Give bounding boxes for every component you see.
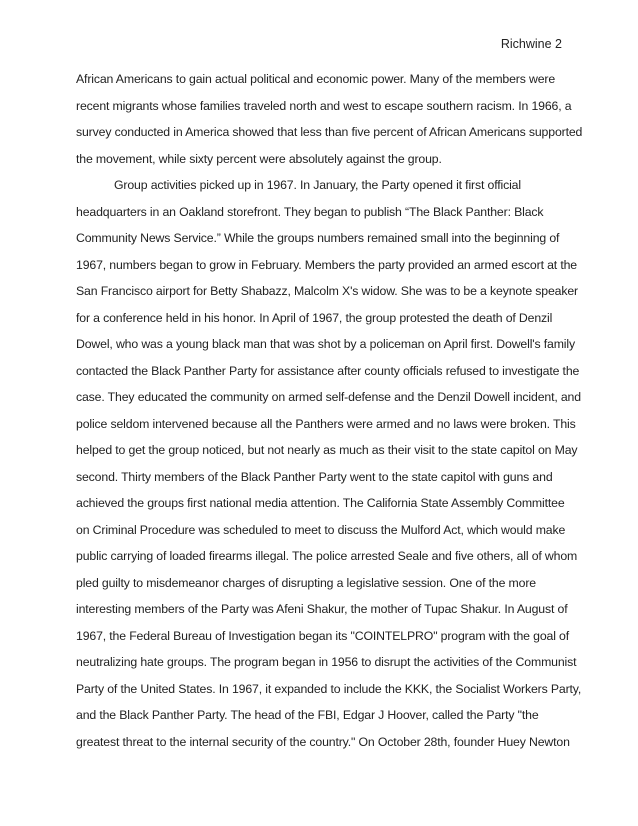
text-line: African Americans to gain actual political and economic power. Many of the members were [76, 72, 556, 86]
paragraph-start-line: Group activities picked up in 1967. In January, the Party opened it first official [114, 178, 521, 192]
text-line: greatest threat to the internal security of the country." On October 28th, founder Huey Newton [76, 734, 570, 749]
text-line: neutralizing hate groups. The program began in 1956 to disrupt the activities of the Communist [76, 655, 577, 669]
text-line: on Criminal Procedure was scheduled to meet to discuss the Mulford Act, which would make [76, 522, 566, 537]
text-line: recent migrants whose families traveled north and west to escape southern racism. In 1966, a [76, 98, 572, 113]
body-text [76, 66, 583, 755]
text-line: interesting members of the Party was Afeni Shakur, the mother of Tupac Shakur. In August of [76, 602, 568, 616]
text-line: police seldom intervened because all the Panthers were armed and no laws were broken. This [76, 416, 576, 431]
text-line: case. They educated the community on armed self-defense and the Denzil Dowell incident, and [76, 390, 581, 404]
text-line: survey conducted in America showed that less than five percent of African Americans supported [76, 125, 583, 139]
text-line: 1967, numbers began to grow in February. Members the party provided an armed escort at the [76, 257, 577, 272]
text-line: headquarters in an Oakland storefront. They began to publish “The Black Panther: Black [76, 204, 544, 219]
text-line: the movement, while sixty percent were absolutely against the group. [76, 151, 442, 166]
text-line: Dowel, who was a young black man that was shot by a policeman on April first. Dowell's family [76, 337, 575, 351]
text-line: San Francisco airport for Betty Shabazz, Malcolm X's widow. She was to be a keynote speaker [76, 284, 578, 298]
text-line: Party of the United States. In 1967, it expanded to include the KKK, the Socialist Workers Party, [76, 681, 582, 696]
text-line: 1967, the Federal Bureau of Investigation began its "COINTELPRO" program with the goal of [76, 628, 569, 643]
text-line: Community News Service.” While the groups numbers remained small into the beginning of [76, 231, 560, 245]
text-line: pled guilty to misdemeanor charges of disrupting a legislative session. One of the more [76, 575, 536, 590]
running-head: Richwine 2 [500, 37, 562, 51]
text-line: public carrying of loaded firearms illegal. The police arrested Seale and five others, all of whom [76, 549, 578, 563]
text-line: second. Thirty members of the Black Panther Party went to the state capitol with guns and [76, 469, 553, 484]
text-line: contacted the Black Panther Party for assistance after county officials refused to investigate the [76, 363, 580, 378]
text-line: helped to get the group noticed, but not nearly as much as their visit to the state capitol on May [76, 443, 578, 457]
text-line: for a conference held in his honor. In April of 1967, the group protested the death of Denzil [76, 310, 553, 325]
text-line: and the Black Panther Party. The head of the FBI, Edgar J Hoover, called the Party "the [76, 708, 539, 722]
text-line: achieved the groups first national media attention. The California State Assembly Committee [76, 496, 565, 510]
